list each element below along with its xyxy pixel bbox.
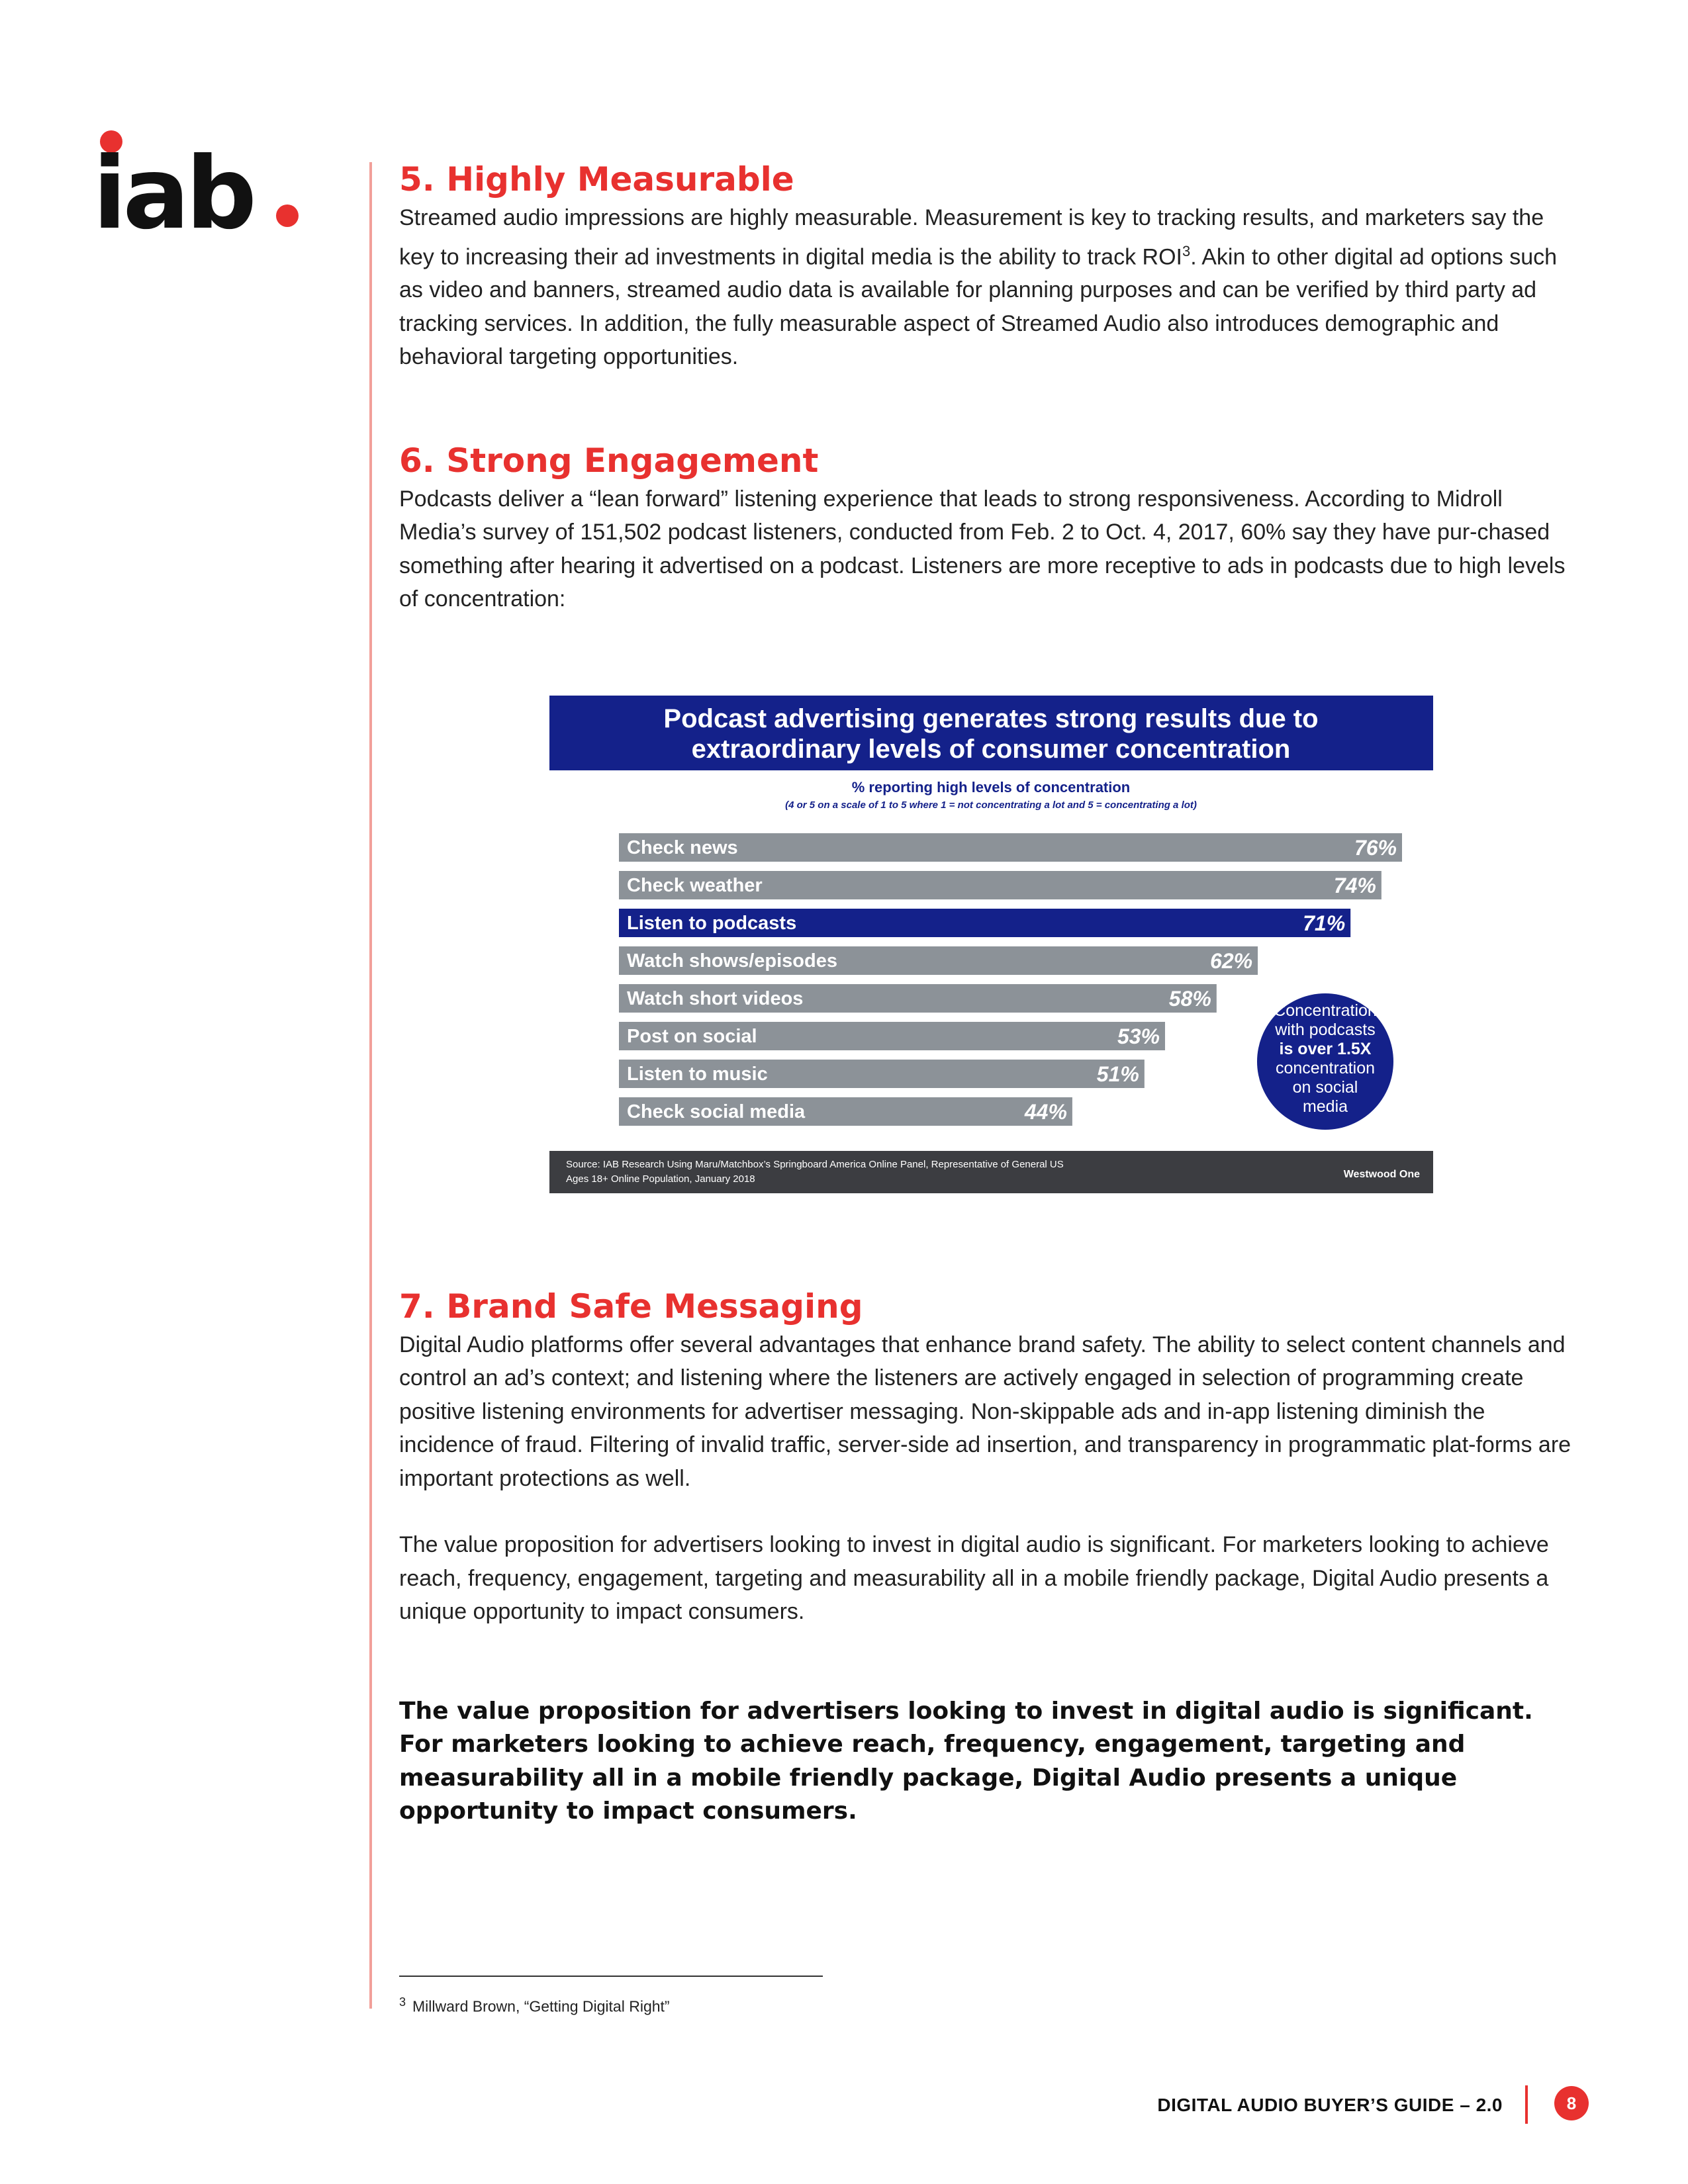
page-footer: [1125, 2081, 1589, 2128]
chart-source-line2: Ages 18+ Online Population, January 2018: [566, 1173, 755, 1185]
footer-title: DIGITAL AUDIO BUYER’S GUIDE – 2.0: [1157, 2095, 1503, 2115]
footer-divider: [1525, 2085, 1528, 2124]
chart-subtitle: % reporting high levels of concentration: [851, 778, 1131, 796]
bar-value-label: 62%: [1210, 948, 1253, 973]
footnote-ref: 3: [1182, 242, 1191, 259]
highlight-paragraph: The value proposition for advertisers looking to invest in digital audio is significant. For marketers looking to achieve reach, frequency, engagement, targeting and measurability all in a mobile friendly package, Digital Audio presents a unique opportunity to impact consumers.: [399, 1697, 1533, 1825]
section-paragraph: Digital Audio platforms offer several advantages that enhance brand safety. The ability to select content channels and control an ad’s context; and listening where the listeners are actively engaged in selection of programming create positive listening environments for advertiser messaging. Non-skippable ads and in-app listening diminish the incidence of fraud. Filtering of invalid traffic, server-side ad insertion, and transparency in programmatic plat-forms are important protections as well.: [399, 1332, 1571, 1491]
chart-title-line1: Podcast advertising generates strong results due to: [663, 704, 1319, 733]
main-content: [399, 159, 1584, 1829]
chart-footer: [549, 1151, 1433, 1193]
chart-title-line2: extraordinary levels of consumer concentration: [691, 734, 1291, 764]
section-paragraph-2: The value proposition for advertisers looking to invest in digital audio is significant. For marketers looking to achieve reach, frequency, engagement, targeting and measurability all in a mobile friendly package, Digital Audio presents a unique opportunity to impact consumers.: [399, 1532, 1549, 1625]
bar-label: Post on social: [627, 1025, 757, 1047]
section-heading: 6. Strong Engagement: [399, 441, 819, 480]
chart-svg: [549, 696, 1433, 1193]
westwood-one-logo: Westwood One: [1343, 1168, 1420, 1180]
footnote-divider: [399, 1976, 823, 1977]
callout-line: is over 1.5X: [1279, 1039, 1372, 1058]
callout-line: with podcasts: [1275, 1020, 1376, 1039]
bar-label: Watch short videos: [627, 987, 804, 1009]
page-number: 8: [1554, 2086, 1589, 2120]
bar-label: Listen to podcasts: [627, 912, 797, 934]
bar-value-label: 44%: [1024, 1099, 1067, 1124]
bar-value-label: 58%: [1168, 986, 1211, 1011]
bar-value-label: 74%: [1333, 873, 1376, 897]
section-paragraph: Podcasts deliver a “lean forward” listening experience that leads to strong responsiveness. According to Midroll Media’s survey of 151,502 podcast listeners, conducted from Feb. 2 to Oct. 4, 2017, 60% say they have pur-chased something after hearing it advertised on a podcast. Listeners are more receptive to ads in podcasts due to high levels of concentration:: [399, 486, 1566, 612]
footnote-text: Millward Brown, “Getting Digital Right”: [412, 1997, 670, 2015]
footnote-number: 3: [399, 1995, 406, 2009]
callout-line: Concentration: [1274, 1001, 1377, 1020]
section-highly-measurable: [399, 159, 1584, 374]
bar-value-label: 51%: [1096, 1062, 1139, 1086]
bar-value-label: 53%: [1117, 1024, 1160, 1048]
bar-label: Listen to music: [627, 1063, 768, 1085]
bar-value-label: 71%: [1303, 911, 1346, 935]
iab-logo: [93, 130, 305, 236]
bar-label: Watch shows/episodes: [627, 950, 837, 972]
bar-value-label: 76%: [1354, 835, 1397, 860]
section-paragraph: Streamed audio impressions are highly measurable. Measurement is key to tracking results, and marketers say the key to increasing their ad investments in digital media is the ability to track ROI$^3$. Akin to other digital ad options such as video and banners, streamed audio data is available for planning purposes and can be verified by third party ad tracking services. In addition, the fully measurable aspect of Streamed Audio also introduces demographic and behavioral targeting opportunities.: [399, 205, 1558, 370]
chart-subtitle-note: (4 or 5 on a scale of 1 to 5 where 1 = not concentrating a lot and 5 = concentrating a lot): [785, 799, 1197, 811]
callout-line: concentration: [1275, 1058, 1376, 1077]
section-heading: 7. Brand Safe Messaging: [399, 1287, 863, 1326]
concentration-chart: [549, 696, 1433, 1193]
left-divider: [369, 162, 372, 2009]
logo-text: iab: [93, 136, 254, 236]
bar-label: Check social media: [627, 1101, 806, 1122]
section-brand-safe: [399, 1286, 1584, 1829]
callout-line: on social: [1292, 1077, 1358, 1097]
bar-label: Check weather: [627, 874, 763, 896]
callout-badge: [1257, 993, 1393, 1130]
footnote: [399, 1995, 670, 2016]
bar-label: Check news: [627, 837, 738, 858]
section-heading: 5. Highly Measurable: [399, 160, 794, 199]
chart-source-line1: Source: IAB Research Using Maru/Matchbox’s Springboard America Online Panel, Representative of General US: [566, 1158, 1064, 1170]
section-strong-engagement: [399, 440, 1584, 616]
callout-line: media: [1302, 1097, 1348, 1116]
